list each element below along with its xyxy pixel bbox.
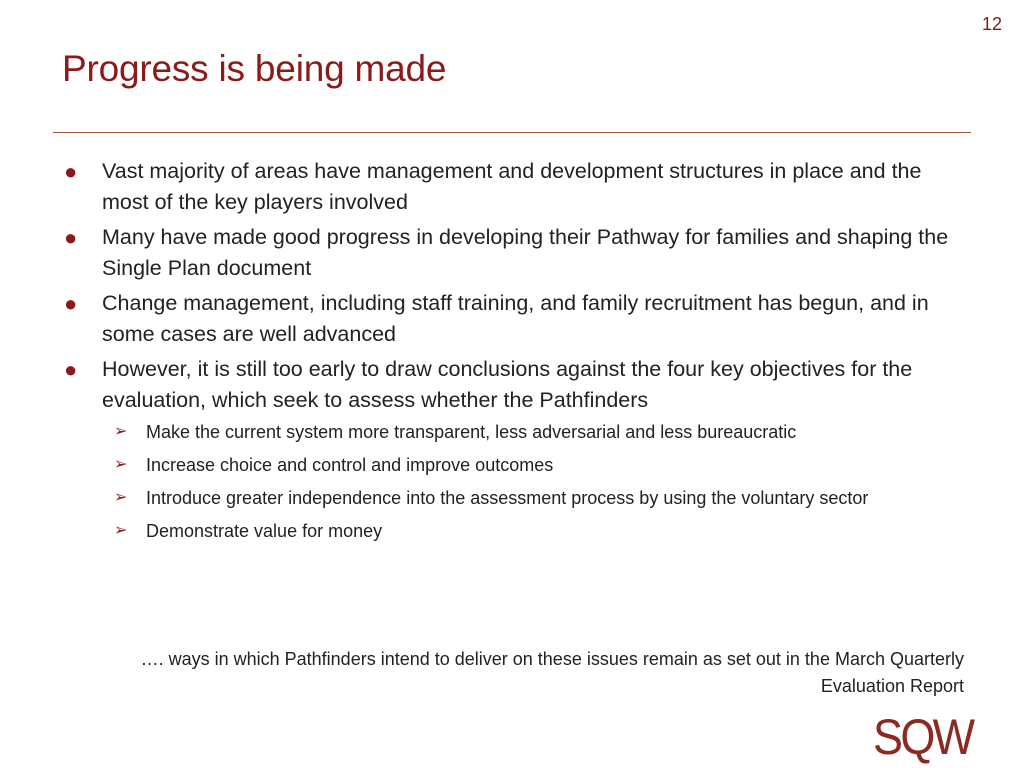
bullet-item [62,222,962,284]
sub-bullet-item [62,420,962,444]
sub-bullet-text: Introduce greater independence into the assessment process by using the voluntary sector [146,488,869,508]
round-bullet-icon: ● [64,291,78,316]
sub-bullet-item [62,453,962,477]
bullet-text: Many have made good progress in developing their Pathway for families and shaping the Single Plan document [102,225,949,280]
bullet-text: Vast majority of areas have management and development structures in place and the most of the key players involved [102,159,922,214]
bullet-text: Change management, including staff training, and family recruitment has begun, and in some cases are well advanced [102,291,929,346]
bullet-item [62,156,962,218]
slide-number: 12 [981,14,1002,34]
bullet-item [62,288,962,350]
arrow-bullet-icon: ➢ [114,456,128,473]
title-divider [53,132,971,133]
arrow-bullet-icon: ➢ [114,522,128,539]
round-bullet-icon: ● [64,225,78,250]
bullet-text: However, it is still too early to draw conclusions against the four key objectives for the evaluation, which seek to assess whether the Pathfinders [102,357,913,412]
sqw-logo: SQW [872,709,972,765]
round-bullet-icon: ● [64,357,78,382]
footnote: …. ways in which Pathfinders intend to deliver on these issues remain as set out in the March Quarterly Evaluation Report [140,649,964,696]
arrow-bullet-icon: ➢ [114,489,128,506]
slide-title: Progress is being made [62,48,447,89]
sub-bullet-text: Demonstrate value for money [146,521,383,541]
round-bullet-icon: ● [64,159,78,184]
sub-bullet-text: Make the current system more transparent, less adversarial and less bureaucratic [146,422,797,442]
bullet-item [62,354,962,416]
slide-content [62,156,962,552]
sub-bullet-list [62,420,962,543]
sub-bullet-item [62,486,962,510]
sub-bullet-text: Increase choice and control and improve outcomes [146,455,554,475]
arrow-bullet-icon: ➢ [114,423,128,440]
sub-bullet-item [62,519,962,543]
